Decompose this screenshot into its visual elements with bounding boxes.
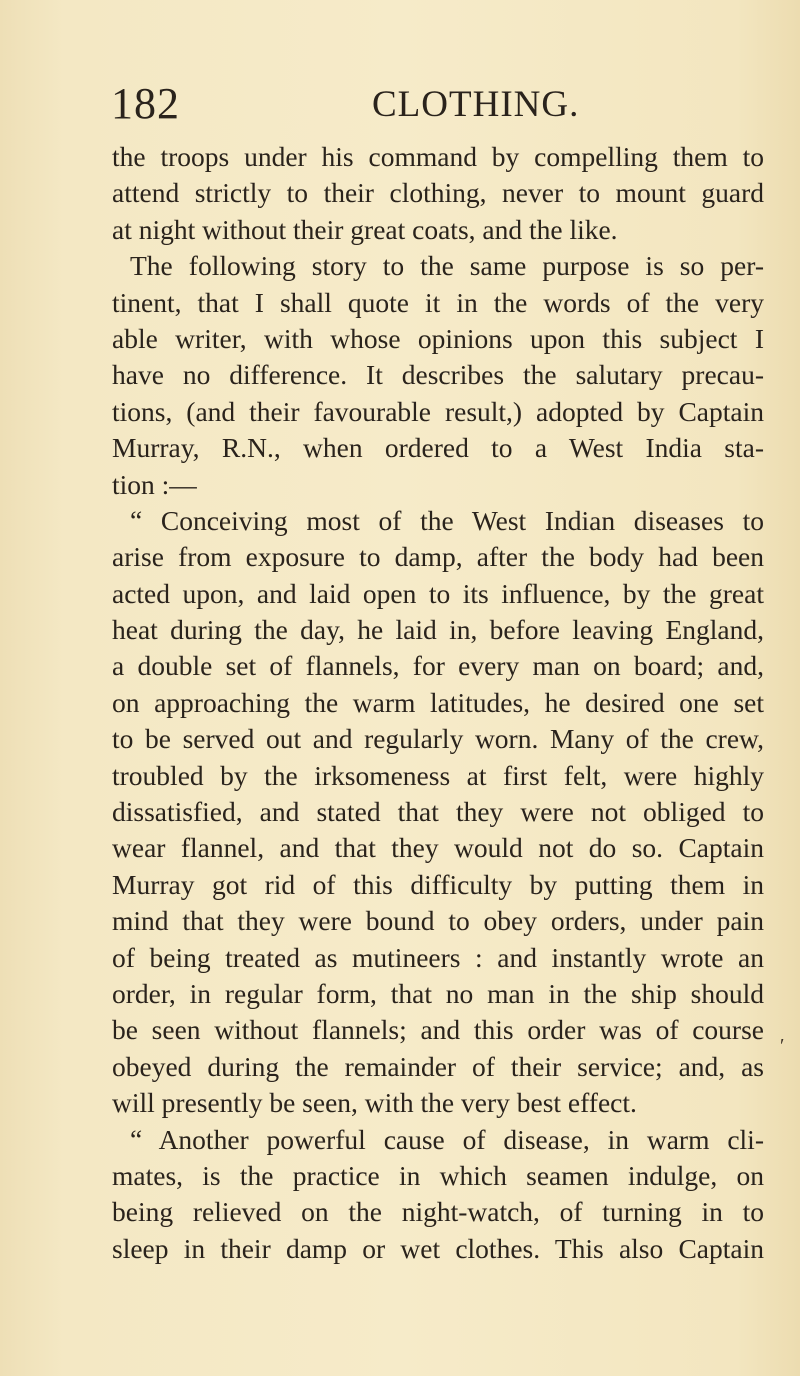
- text-line: obeyed during the remainder of their service; and, as: [112, 1050, 764, 1082]
- text-line: will presently be seen, with the very best effect.: [112, 1087, 637, 1119]
- text-line: order, in regular form, that no man in the ship should: [112, 977, 764, 1009]
- text-line: tion :—: [112, 468, 197, 500]
- text-line: acted upon, and laid open to its influence, by the great: [112, 577, 764, 609]
- text-line: tions, (and their favourable result,) adopted by Captain: [112, 395, 764, 427]
- text-line: The following story to the same purpose is so per-: [130, 250, 764, 282]
- text-line: at night without their great coats, and the like.: [112, 213, 618, 245]
- text-line: “ Conceiving most of the West Indian diseases to: [130, 504, 764, 536]
- text-line: able writer, with whose opinions upon this subject I: [112, 322, 764, 354]
- text-line: troubled by the irksomeness at first felt, were highly: [112, 759, 764, 791]
- text-line: mind that they were bound to obey orders, under pain: [112, 905, 764, 937]
- text-line: Murray got rid of this difficulty by putting them in: [112, 868, 764, 900]
- text-line: be seen without flannels; and this order was of course: [112, 1014, 764, 1046]
- text-line: heat during the day, he laid in, before leaving England,: [112, 614, 764, 646]
- page-header: [0, 74, 800, 134]
- text-line: “ Another powerful cause of disease, in warm cli-: [130, 1123, 764, 1155]
- text-line: tinent, that I shall quote it in the words of the very: [112, 286, 764, 318]
- text-line: arise from exposure to damp, after the body had been: [112, 541, 764, 573]
- text-line: have no difference. It describes the salutary precau-: [112, 359, 764, 391]
- text-line: wear flannel, and that they would not do so. Captain: [112, 832, 764, 864]
- body-text: [112, 139, 764, 1267]
- text-line: being relieved on the night-watch, of turning in to: [112, 1196, 764, 1228]
- text-line: of being treated as mutineers : and instantly wrote an: [112, 941, 764, 973]
- page-number: 182: [111, 79, 180, 128]
- text-line: mates, is the practice in which seamen indulge, on: [112, 1159, 764, 1191]
- text-line: Murray, R.N., when ordered to a West India sta-: [112, 432, 764, 464]
- text-line: sleep in their damp or wet clothes. This also Captain: [112, 1232, 764, 1264]
- text-line: on approaching the warm latitudes, he desired one set: [112, 686, 764, 718]
- text-line: to be served out and regularly worn. Many of the crew,: [112, 723, 764, 755]
- pencil-tick-mark: ′: [780, 1035, 785, 1057]
- text-line: the troops under his command by compelling them to: [112, 141, 764, 172]
- text-line: dissatisfied, and stated that they were not obliged to: [112, 796, 764, 828]
- text-line: a double set of flannels, for every man on board; and,: [112, 650, 764, 682]
- text-line: attend strictly to their clothing, never to mount guard: [112, 177, 764, 209]
- running-head: CLOTHING.: [372, 84, 580, 125]
